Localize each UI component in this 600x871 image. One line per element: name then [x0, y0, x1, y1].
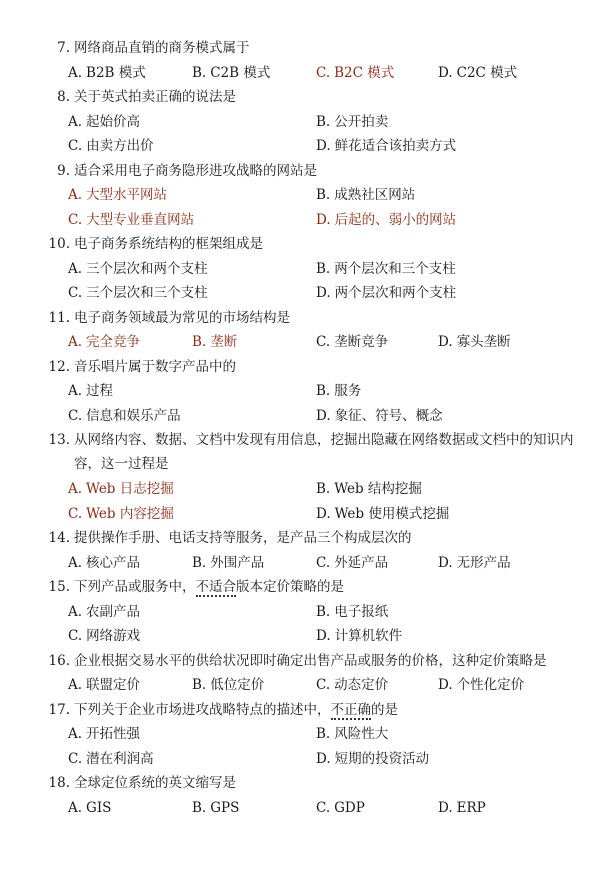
question-text: 从网络内容、数据、文档中发现有用信息，挖掘出隐藏在网络数据或文档中的知识内容，这一过程是: [74, 432, 574, 472]
question-stem: [44, 649, 584, 673]
option-text: 起始价高: [86, 113, 141, 130]
option-a: [68, 722, 140, 746]
option-b: [316, 600, 388, 624]
option-text: 无形产品: [456, 554, 511, 571]
question-text: 适合采用电子商务隐形进攻战略的网站是: [74, 162, 317, 179]
option-text: 外延产品: [334, 554, 389, 571]
option-d: [316, 502, 449, 526]
option-letter: D.: [316, 750, 331, 767]
option-letter: D.: [316, 285, 331, 301]
option-text: 大型水平网站: [86, 187, 168, 203]
option-text: 联盟定价: [86, 677, 141, 693]
question-text: 提供操作手册、电话支持等服务，是产品三个构成层次的: [74, 530, 412, 546]
question-stem: [44, 36, 584, 60]
option-letter: C.: [316, 677, 331, 693]
question-stem: [44, 526, 584, 550]
option-letter: B.: [192, 64, 207, 81]
option-d: [316, 404, 443, 428]
option-c: [68, 502, 174, 526]
option-text: GIS: [86, 799, 112, 816]
option-text: 潜在利润高: [86, 750, 154, 767]
option-text: 过程: [86, 383, 114, 399]
question-stem: [44, 306, 584, 330]
option-d: [316, 624, 402, 648]
question-stem: [44, 771, 584, 795]
question-text: 下列关于企业市场进攻战略特点的描述中，: [74, 701, 331, 718]
option-letter: C.: [68, 138, 83, 154]
option-text: 农副产品: [86, 603, 141, 620]
question-text: 下列产品或服务中，: [74, 579, 196, 595]
option-letter: C.: [316, 554, 331, 571]
option-letter: A.: [68, 334, 83, 350]
question-text: 电子商务领域最为常见的市场结构是: [74, 309, 290, 326]
option-text: C2B 模式: [210, 64, 271, 81]
question-number: 16.: [48, 652, 70, 669]
option-text: 完全竞争: [86, 334, 141, 350]
option-text: 象征、符号、概念: [334, 407, 443, 424]
option-letter: A.: [68, 64, 83, 81]
option-letter: B.: [192, 334, 207, 350]
option-c: [316, 673, 388, 697]
question-text: 关于英式拍卖正确的说法是: [74, 89, 236, 105]
option-a: [68, 600, 140, 624]
option-text: 三个层次和三个支柱: [86, 285, 208, 301]
question-stem: [44, 575, 584, 599]
question-number: 17.: [48, 701, 70, 718]
option-letter: A.: [68, 603, 83, 620]
option-a: [68, 183, 167, 207]
option-d: [438, 673, 524, 697]
option-text: 两个层次和三个支柱: [334, 260, 456, 277]
question-stem: [44, 698, 584, 722]
option-letter: B.: [192, 554, 207, 571]
question-stem: [44, 232, 584, 256]
option-letter: B.: [316, 260, 331, 277]
option-text: 个性化定价: [456, 677, 525, 693]
option-letter: A.: [68, 113, 83, 130]
option-text: 鲜花适合该拍卖方式: [334, 138, 457, 154]
option-letter: C.: [68, 628, 83, 644]
option-c: [68, 134, 154, 158]
option-c: [68, 404, 181, 428]
option-text: 动态定价: [334, 677, 389, 693]
option-letter: A.: [68, 481, 83, 497]
option-text: Web 结构挖掘: [334, 481, 422, 497]
option-letter: B.: [316, 383, 331, 399]
option-text: 寡头垄断: [456, 334, 511, 350]
question-number: 9.: [57, 162, 70, 179]
option-c: [316, 330, 388, 354]
option-letter: D.: [438, 334, 453, 350]
option-a: [68, 379, 113, 403]
option-b: [316, 110, 388, 134]
option-b: [192, 61, 270, 85]
option-letter: B.: [316, 603, 331, 620]
option-text: B2C 模式: [334, 64, 395, 81]
option-text: 两个层次和两个支柱: [334, 285, 457, 301]
option-d: [438, 796, 486, 820]
option-a: [68, 796, 111, 820]
option-letter: D.: [316, 628, 331, 644]
option-b: [192, 330, 237, 354]
option-letter: C.: [68, 285, 83, 301]
option-letter: D.: [438, 677, 453, 693]
question-stem: [44, 159, 584, 183]
option-text: 外围产品: [210, 554, 265, 571]
option-text: 三个层次和两个支柱: [86, 260, 208, 277]
option-a: [68, 110, 140, 134]
option-letter: D.: [438, 554, 453, 571]
question-number: 7.: [57, 40, 70, 56]
option-a: [68, 61, 146, 85]
option-b: [316, 379, 361, 403]
option-letter: C.: [316, 334, 331, 350]
option-c: [316, 551, 388, 575]
option-b: [316, 722, 388, 746]
option-b: [316, 257, 456, 281]
option-text: 垄断竞争: [334, 334, 389, 350]
option-text: 大型专业垂直网站: [86, 211, 195, 228]
option-text: 开拓性强: [86, 726, 141, 742]
option-text: Web 日志挖掘: [86, 481, 174, 497]
option-letter: A.: [68, 260, 83, 277]
option-text: 低位定价: [210, 677, 265, 693]
option-letter: A.: [68, 726, 83, 742]
question-text: 电子商务系统结构的框架组成是: [74, 236, 263, 252]
option-c: [316, 61, 394, 85]
option-letter: A.: [68, 383, 83, 399]
question-number: 12.: [48, 358, 70, 375]
option-d: [438, 330, 511, 354]
option-letter: B.: [316, 187, 331, 203]
option-text: 核心产品: [86, 554, 141, 571]
option-text: B2B 模式: [86, 64, 146, 81]
question-number: 11.: [48, 309, 70, 326]
question-text: 的是: [371, 701, 398, 718]
option-d: [316, 208, 456, 232]
option-text: Web 使用模式挖掘: [334, 505, 450, 522]
option-letter: D.: [316, 138, 331, 154]
question-number: 14.: [48, 530, 70, 546]
option-text: 服务: [334, 383, 362, 399]
option-text: 后起的、弱小的网站: [334, 211, 457, 228]
question-text: 全球定位系统的英文缩写是: [74, 775, 236, 791]
option-text: 公开拍卖: [334, 113, 389, 130]
option-text: 成熟社区网站: [334, 187, 416, 203]
option-letter: D.: [316, 505, 331, 522]
option-letter: C.: [68, 407, 83, 424]
option-b: [192, 796, 239, 820]
option-text: GPS: [210, 799, 240, 816]
option-c: [68, 624, 140, 648]
option-text: C2C 模式: [456, 64, 518, 81]
option-letter: A.: [68, 187, 83, 203]
option-letter: B.: [316, 481, 331, 497]
option-text: 电子报纸: [334, 603, 389, 620]
option-text: 计算机软件: [334, 628, 403, 644]
option-letter: C.: [68, 750, 83, 767]
option-text: 网络游戏: [86, 628, 141, 644]
option-d: [316, 281, 456, 305]
question-text: 网络商品直销的商务模式属于: [74, 40, 250, 56]
option-text: 垄断: [210, 334, 238, 350]
option-a: [68, 477, 174, 501]
option-letter: D.: [438, 64, 453, 81]
option-text: GDP: [334, 799, 365, 816]
option-b: [192, 551, 264, 575]
option-a: [68, 673, 140, 697]
question-number: 18.: [48, 775, 70, 791]
option-a: [68, 551, 140, 575]
option-b: [316, 477, 422, 501]
option-letter: C.: [316, 799, 331, 816]
option-d: [438, 551, 511, 575]
option-text: 由卖方出价: [86, 138, 154, 154]
emphasis-mark: 不正确: [330, 701, 371, 718]
option-text: 信息和娱乐产品: [86, 407, 181, 424]
option-c: [68, 208, 194, 232]
option-c: [316, 796, 365, 820]
question-text: 版本定价策略的是: [236, 579, 344, 595]
option-d: [438, 61, 517, 85]
question-number: 13.: [48, 432, 70, 448]
question-number: 10.: [48, 236, 70, 252]
option-a: [68, 257, 208, 281]
option-letter: B.: [192, 677, 207, 693]
option-letter: C.: [316, 64, 331, 81]
option-letter: D.: [438, 799, 453, 816]
question-text: 企业根据交易水平的供给状况即时确定出售产品或服务的价格，这种定价策略是: [74, 652, 547, 669]
option-letter: B.: [192, 799, 207, 816]
question-number: 15.: [48, 579, 70, 595]
question-stem: [44, 355, 584, 379]
option-b: [192, 673, 264, 697]
option-c: [68, 747, 154, 771]
option-d: [316, 134, 456, 158]
option-letter: C.: [68, 505, 83, 522]
option-letter: C.: [68, 211, 83, 228]
option-text: Web 内容挖掘: [86, 505, 174, 522]
question-number: 8.: [57, 89, 70, 105]
question-stem: [44, 85, 584, 109]
option-text: ERP: [456, 799, 486, 816]
option-a: [68, 330, 140, 354]
option-text: 风险性大: [334, 726, 389, 742]
option-d: [316, 747, 429, 771]
option-text: 短期的投资活动: [334, 750, 430, 767]
question-text: 音乐唱片属于数字产品中的: [74, 358, 236, 375]
option-c: [68, 281, 208, 305]
option-letter: B.: [316, 726, 331, 742]
option-letter: A.: [68, 554, 83, 571]
option-b: [316, 183, 415, 207]
option-letter: A.: [68, 799, 83, 816]
option-letter: D.: [316, 407, 331, 424]
option-letter: D.: [316, 211, 331, 228]
option-letter: A.: [68, 677, 83, 693]
option-letter: B.: [316, 113, 331, 130]
question-stem: [44, 428, 594, 476]
emphasis-mark: 不适合: [195, 579, 236, 595]
